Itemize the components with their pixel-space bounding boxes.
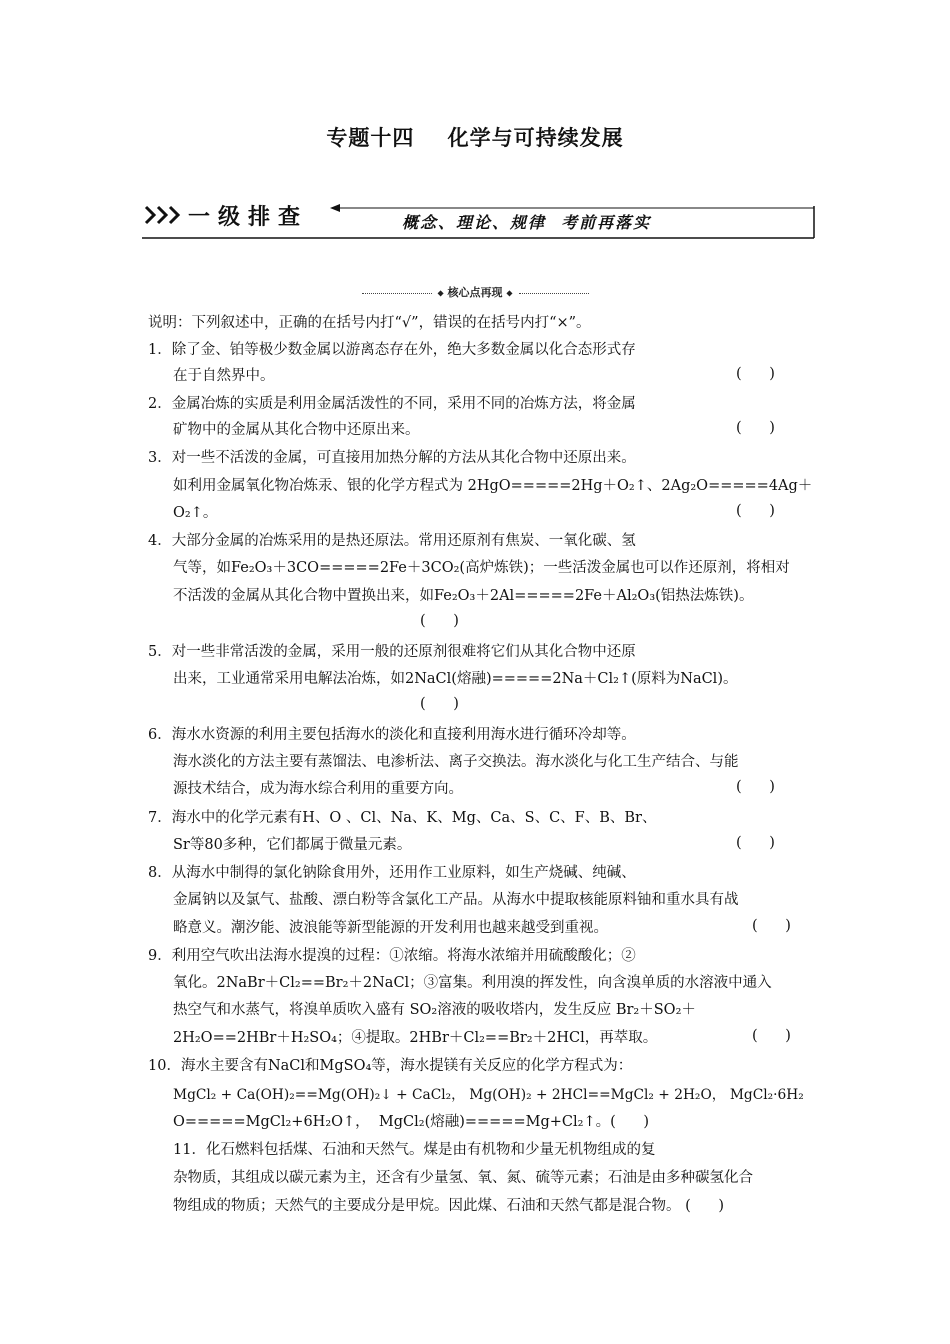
item-9-line: 2H₂O==2HBr＋H₂SO₄；④提取。2HBr＋Cl₂==Br₂＋2HCl，再萃取。 (173, 1030, 658, 1046)
diamond-icon: ◆ (506, 288, 513, 298)
item-5-line: 出来，工业通常采用电解法冶炼，如2NaCl(熔融)=====2Na＋Cl₂↑(原料为NaCl)。 (173, 671, 738, 687)
banner-title: 一级排查 (188, 205, 309, 230)
answer-blank: ( ) (752, 918, 791, 934)
answer-blank: ( ) (736, 503, 775, 519)
item-3-line: 3．对一些不活泼的金属，可直接用加热分解的方法从其化合物中还原出来。 (148, 450, 636, 466)
item-10-line: 10．海水主要含有NaCl和MgSO₄等，海水提镁有关反应的化学方程式为： (148, 1058, 633, 1074)
answer-blank: ( ) (736, 779, 775, 795)
section-heading (0, 284, 950, 300)
dotted-rule-left (362, 293, 432, 294)
item-8-line: 略意义。潮汐能、波浪能等新型能源的开发利用也越来越受到重视。 (173, 920, 608, 936)
item-11-line: 物组成的物质；天然气的主要成分是甲烷。因此煤、石油和天然气都是混合物。 ( ) (173, 1198, 725, 1214)
banner-subtitle: 概念、理论、规律 考前再落实 (402, 213, 652, 232)
answer-blank: ( ) (752, 1028, 791, 1044)
item-2-line: 2．金属冶炼的实质是利用金属活泼性的不同，采用不同的冶炼方法，将金属 (148, 396, 636, 412)
item-1-line: 1．除了金、铂等极少数金属以游离态存在外，绝大多数金属以化合态形式存 (148, 342, 636, 358)
item-4-line: 气等，如Fe₂O₃＋3CO=====2Fe＋3CO₂(高炉炼铁)；一些活泼金属也可以作还原剂，将相对 (173, 560, 790, 576)
item-9-line: 9．利用空气吹出法海水提溴的过程：①浓缩。将海水浓缩并用硫酸酸化；② (148, 948, 636, 964)
item-6-line: 6．海水水资源的利用主要包括海水的淡化和直接利用海水进行循环冷却等。 (148, 727, 636, 743)
item-5-line: 5．对一些非常活泼的金属，采用一般的还原剂很难将它们从其化合物中还原 (148, 644, 636, 660)
item-11-line: 杂物质，其组成以碳元素为主，还含有少量氢、氧、氮、硫等元素；石油是由多种碳氢化合 (173, 1170, 753, 1186)
item-6-line: 海水淡化的方法主要有蒸馏法、电渗析法、离子交换法。海水淡化与化工生产结合、与能 (173, 754, 739, 770)
item-4-line: 4．大部分金属的冶炼采用的是热还原法。常用还原剂有焦炭、一氧化碳、氢 (148, 533, 636, 549)
item-2-line: 矿物中的金属从其化合物中还原出来。 (173, 422, 420, 438)
diamond-icon: ◆ (437, 288, 444, 298)
item-3-line: 如利用金属氧化物冶炼汞、银的化学方程式为 2HgO=====2Hg＋O₂↑、2Ag₂O=====4Ag＋ (173, 478, 813, 494)
item-8-line: 金属钠以及氯气、盐酸、漂白粉等含氯化工产品。从海水中提取核能原料铀和重水具有战 (173, 892, 739, 908)
page-title: 专题十四 化学与可持续发展 (326, 126, 624, 150)
answer-blank: ( ) (736, 835, 775, 851)
item-11-line: 11．化石燃料包括煤、石油和天然气。煤是由有机物和少量无机物组成的复 (173, 1142, 656, 1158)
item-10-line: O=====MgCl₂+6H₂O↑， MgCl₂(熔融)=====Mg+Cl₂↑。( ) (173, 1114, 650, 1130)
item-6-line: 源技术结合，成为海水综合利用的重要方向。 (173, 781, 463, 797)
item-7-line: 7．海水中的化学元素有H、O 、Cl、Na、K、Mg、Ca、S、C、F、B、Br、 (148, 810, 657, 826)
answer-blank: ( ) (736, 420, 775, 436)
section-heading-label: 核心点再现 (447, 286, 503, 299)
item-10-line: MgCl₂ + Ca(OH)₂==Mg(OH)₂↓ + CaCl₂， Mg(OH)₂ + 2HCl==MgCl₂ + 2H₂O， MgCl₂·6H₂ (173, 1087, 804, 1103)
dotted-rule-right (519, 293, 589, 294)
instruction-line: 说明：下列叙述中，正确的在括号内打“√”，错误的在括号内打“×”。 (148, 315, 591, 331)
chevron-arrows-icon (144, 204, 186, 226)
item-4-line: 不活泼的金属从其化合物中置换出来，如Fe₂O₃＋2Al=====2Fe＋Al₂O₃(铝热法炼铁)。 (173, 588, 754, 604)
item-1-line: 在于自然界中。 (173, 368, 275, 384)
item-3-line: O₂↑。 (173, 505, 218, 521)
section-banner (142, 200, 818, 244)
answer-blank: ( ) (420, 613, 459, 629)
item-9-line: 热空气和水蒸气，将溴单质吹入盛有 SO₂溶液的吸收塔内，发生反应 Br₂＋SO₂＋ (173, 1002, 696, 1018)
item-8-line: 8．从海水中制得的氯化钠除食用外，还用作工业原料，如生产烧碱、纯碱、 (148, 865, 636, 881)
item-7-line: Sr等80多种，它们都属于微量元素。 (173, 837, 412, 853)
answer-blank: ( ) (420, 696, 459, 712)
item-9-line: 氧化。2NaBr＋Cl₂==Br₂＋2NaCl；③富集。利用溴的挥发性，向含溴单质的水溶液中通入 (173, 975, 772, 991)
answer-blank: ( ) (736, 366, 775, 382)
